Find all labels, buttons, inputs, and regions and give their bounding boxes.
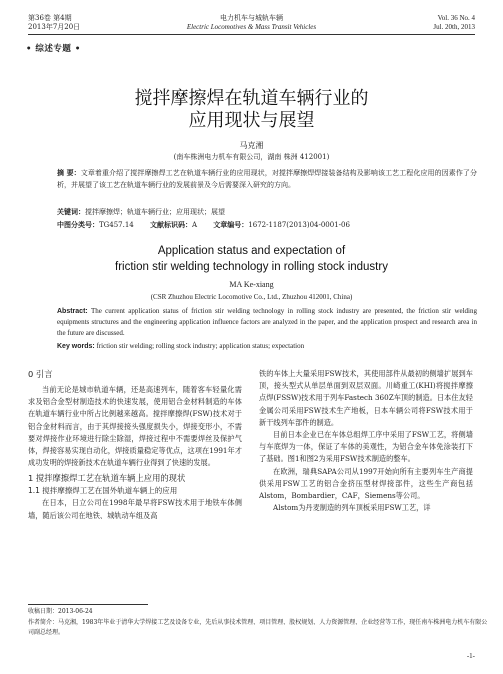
- section-1-1-paragraph: 在日本，日立公司在1998年最早将FSW技术用于地铁车体侧墙，随后该公司在地铁、城轨动车组及高: [28, 498, 242, 520]
- header-date-zh: 2013年7月20日: [28, 23, 81, 31]
- header-journal-en: Electric Locomotives & Mass Transit Vehicles: [186, 23, 317, 31]
- intro-paragraph: 当前无论是城市轨道车辆，还是高速列车，随着客车轻量化需求及铝合金型材制造技术的快速发展，使用铝合金材料制造的车体在轨道车辆行业中所占比例越来越高。搅拌摩擦焊(FSW)技术对于铝合金材料而言，由于其焊接接头强度损失小，焊接变形小，不需要对焊接作业环境进行除尘除湿，焊接过程中不需要焊丝及保护气体，焊接容易实现自动化，焊接质量稳定等优点，这项在1991年才成功发明的焊接新技术在轨道车辆行业得到了快速的发展。: [28, 385, 242, 468]
- article-no-label: 文章编号：: [213, 220, 249, 229]
- section-1-heading: 1 搅拌摩擦焊工艺在轨道车辆上应用的现状: [28, 473, 186, 484]
- keywords-en-text: friction stir welding; rolling stock industry; application status; expectation: [96, 342, 305, 350]
- abstract-zh-label: 摘 要：: [57, 168, 81, 177]
- header-journal-zh: 电力机车与城轨车辆: [220, 14, 283, 22]
- abstract-zh: [57, 167, 477, 191]
- page-number: -1-: [466, 652, 475, 660]
- author-zh: 马克湘: [239, 141, 264, 150]
- author-en: MA Ke-xiang: [229, 280, 274, 289]
- header-volume-en: Vol. 36 No. 4: [437, 14, 475, 22]
- footnote-bio: 作者简介：马克湘，1983年毕业于清华大学焊接工艺及设备专业，先后从事技术管理、项目管理、股权规划、人力资源管理、企业经营等工作，现任南车株洲电力机车有限公司副总经理。: [28, 619, 488, 636]
- affiliation-en: (CSR Zhuzhou Electric Locomotive Co., Ltd., Zhuzhou 412001, China): [150, 293, 353, 301]
- class-label: 中图分类号：: [57, 220, 99, 229]
- classification-line: [57, 219, 477, 231]
- keywords-zh: [57, 206, 477, 218]
- right-paragraph-4: Alstom为丹麦制造的列车顶板采用FSW工艺，详: [273, 503, 431, 513]
- abstract-en: [57, 306, 477, 339]
- right-paragraph-2: 目前日本企业已在车体总组焊工序中采用了FSW工艺，将侧墙与车底焊为一体，保证了车体的美观性，为铝合金车体免涂装打下了基础。图1和图2为采用FSW技术制造的整车。: [259, 430, 473, 464]
- section-0-heading: 0 引言: [28, 369, 53, 379]
- keywords-zh-label: 关键词：: [57, 207, 85, 216]
- keywords-zh-text: 搅拌摩擦焊；轨道车辆行业；应用现状；展望: [85, 208, 225, 216]
- section-tag: • 综述专题 •: [26, 44, 81, 54]
- footnote-received: 收稿日期：2013-06-24: [28, 608, 93, 615]
- abstract-en-label: Abstract:: [57, 308, 88, 315]
- article-no-value: 1672-1187(2013)04-0001-06: [248, 221, 350, 229]
- section-1-1-heading: 1.1 搅拌摩擦焊工艺在国外轨道车辆上的应用: [28, 486, 178, 496]
- abstract-en-text: The current application status of friction stir welding technology in rolling stock industry are presented, the friction stir welding equipments structures and the engineering application influence factors are analyzed in the paper, and the application prospect and research area in the future are discussed.: [57, 307, 478, 337]
- header-date-en: Jul. 20th, 2013: [433, 23, 475, 31]
- doc-code-value: A: [192, 221, 198, 229]
- title-zh-line1: 搅拌摩擦焊在轨道车辆行业的: [134, 88, 369, 109]
- header-volume-zh: 第36卷 第4期: [28, 14, 72, 22]
- right-column: [259, 368, 473, 514]
- keywords-en: [57, 341, 477, 352]
- header-rule: [28, 34, 475, 35]
- doc-code-label: 文献标识码：: [150, 220, 192, 229]
- title-en-line1: Application status and expectation of: [157, 245, 346, 257]
- footnote-rule: [28, 604, 148, 605]
- keywords-en-label: Key words:: [57, 343, 95, 350]
- title-zh-line2: 应用现状与展望: [188, 110, 315, 131]
- class-value: TG457.14: [99, 221, 134, 229]
- right-paragraph-1: 铁的车体上大量采用FSW技术，其使用部件从最初的侧墙扩展到车顶，接头型式从单层单面到双层双面。川崎重工(KHI)将搅拌摩擦点焊(FSSW)技术用于列车Fastech 360Z车顶的制造。日本住友轻金属公司采用FSW技术生产地板，日本车辆公司将FSW技术用于新干线列车部件的制造。: [259, 369, 473, 427]
- left-column: [28, 368, 242, 522]
- affiliation-zh: (南车株洲电力机车有限公司，湖南 株洲 412001): [173, 153, 330, 161]
- right-paragraph-3: 在欧洲，瑞典SAPA公司从1997开始向所有主要列车生产商提供采用FSW工艺的铝合金挤压型材焊接部件，这些生产商包括Alstom，Bombardier，CAF，Siemens等公司。: [259, 466, 473, 501]
- title-en-line2: friction stir welding technology in rolling stock industry: [115, 261, 388, 273]
- abstract-zh-text: 文章着重介绍了搅拌摩擦焊工艺在轨道车辆行业的应用现状，对搅拌摩擦焊焊接装备结构及影响该工艺工程化应用的因素作了分析，并展望了该工艺在轨道车辆行业的发展前景及今后需要深入研究的方向。: [57, 169, 478, 189]
